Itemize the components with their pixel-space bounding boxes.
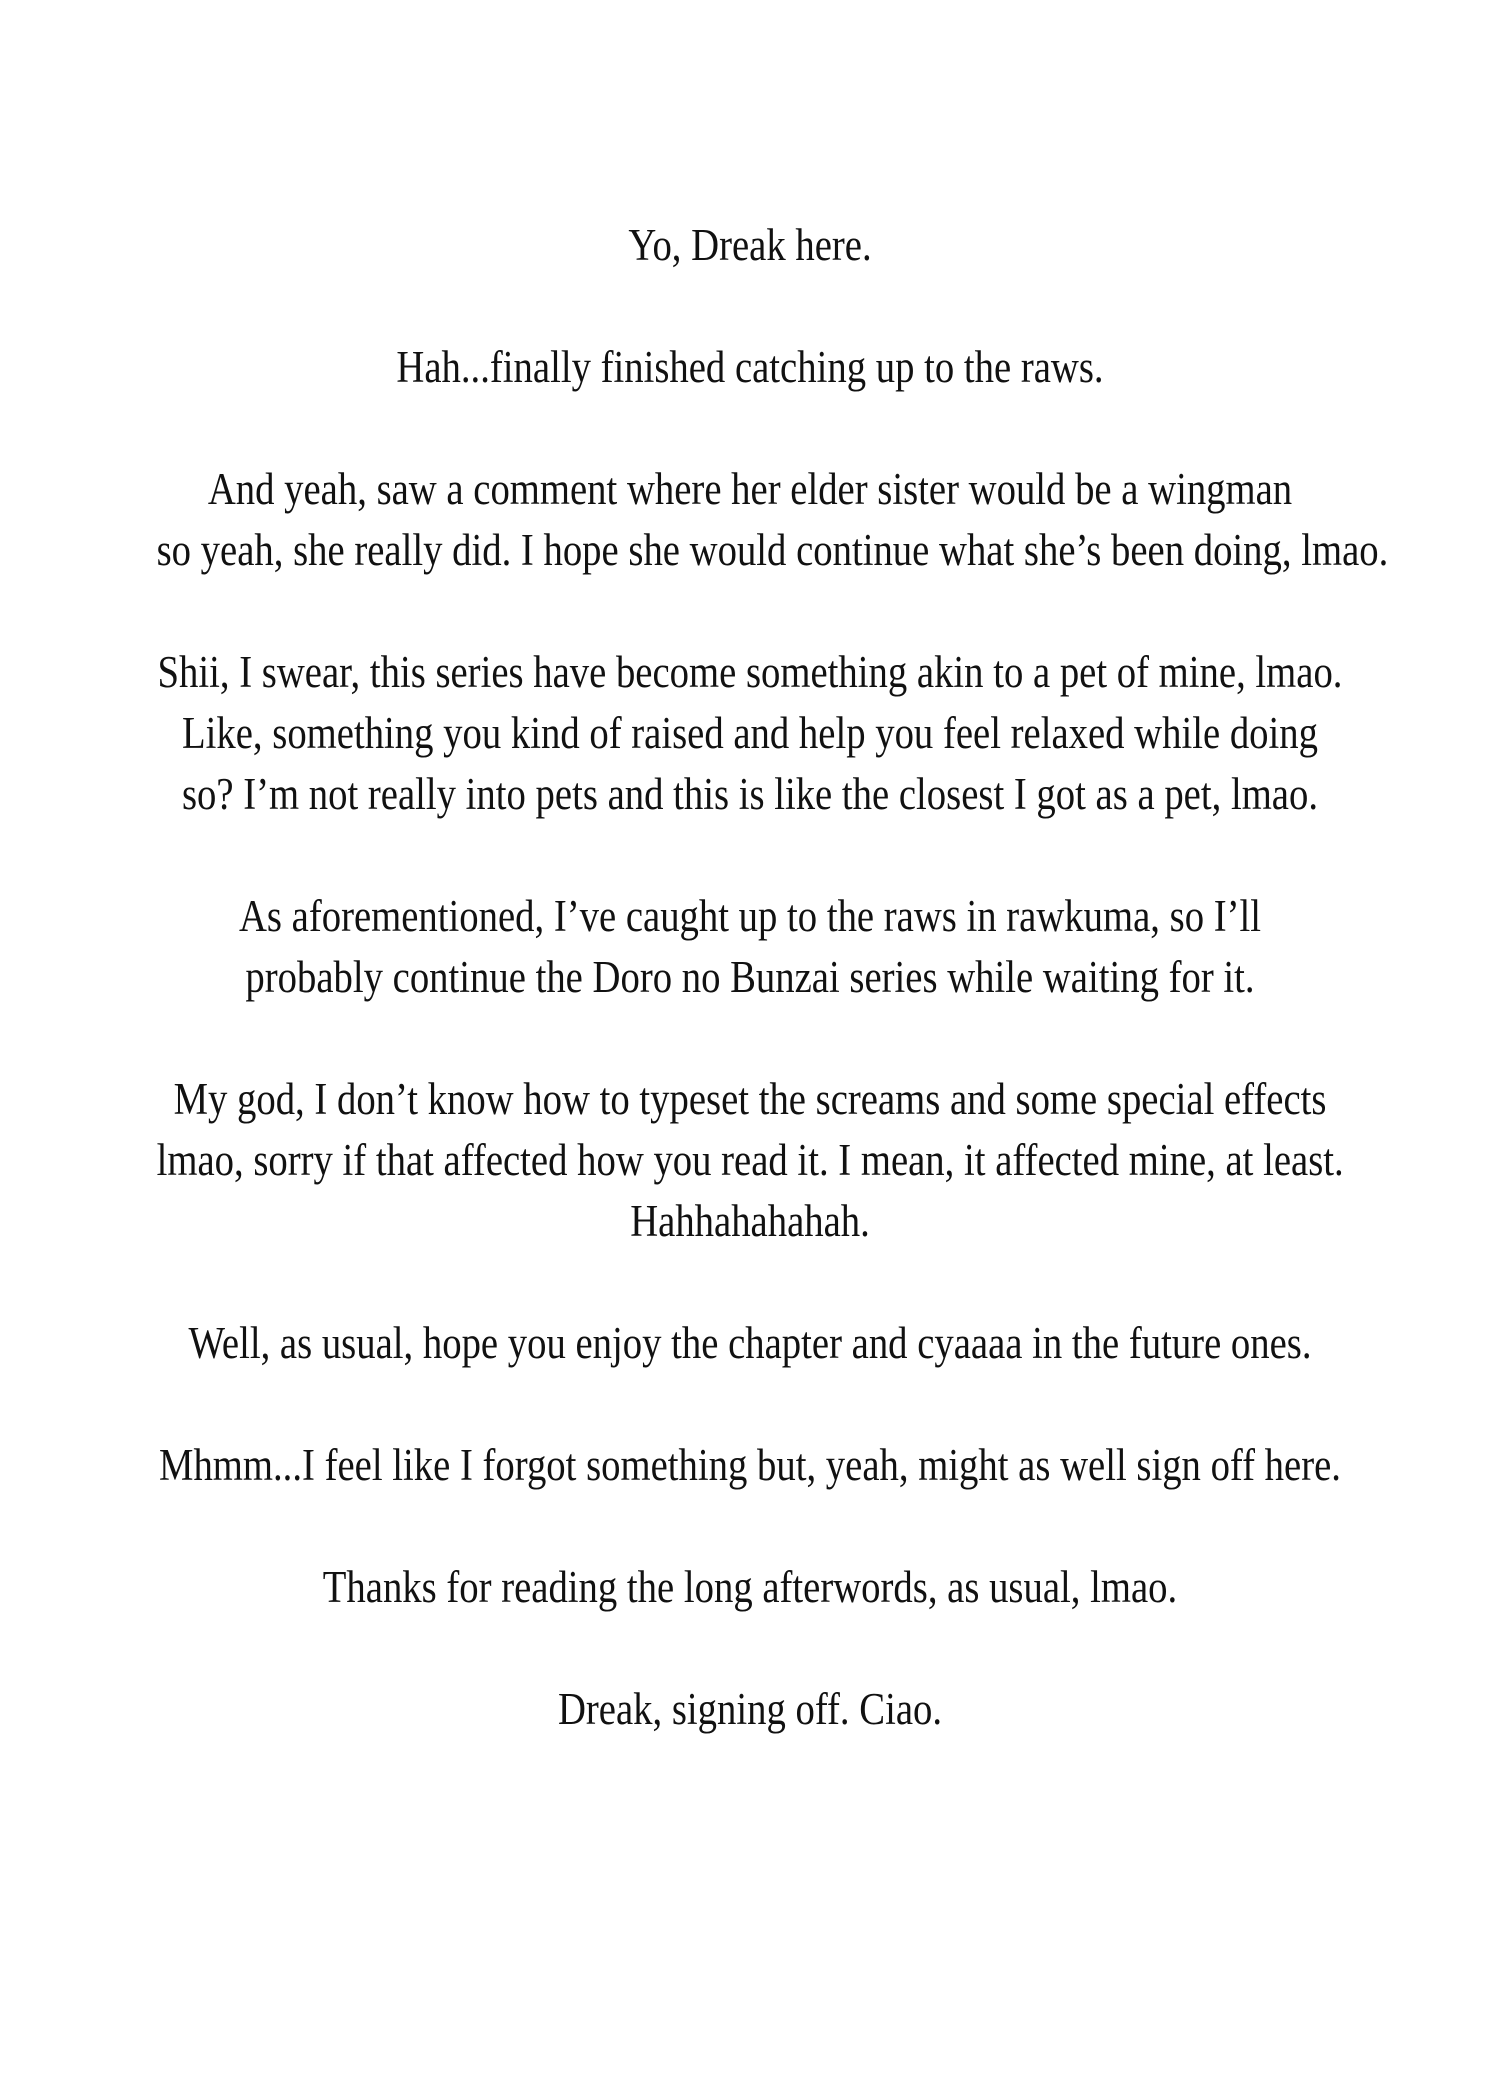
- paragraph-sign-off: [157, 1679, 1344, 1740]
- paragraph-thanks: [157, 1557, 1344, 1618]
- text-line: Hah...finally finished catching up to the raws.: [396, 342, 1104, 392]
- paragraph-pet: [157, 642, 1344, 825]
- paragraph-typeset: [157, 1069, 1344, 1252]
- text-line: Hahhahahahah.: [630, 1196, 870, 1246]
- text-line: probably continue the Doro no Bunzai series while waiting for it.: [245, 952, 1255, 1002]
- paragraph-enjoy: [157, 1313, 1344, 1374]
- text-line: Well, as usual, hope you enjoy the chapter and cyaaaa in the future ones.: [188, 1318, 1312, 1368]
- text-line: My god, I don’t know how to typeset the screams and some special effects: [173, 1074, 1327, 1124]
- text-line: Yo, Dreak here.: [628, 220, 872, 270]
- text-line: Like, something you kind of raised and help you feel relaxed while doing: [181, 708, 1318, 758]
- text-line: so yeah, she really did. I hope she would continue what she’s been doing, lmao.: [156, 525, 1389, 575]
- text-line: so? I’m not really into pets and this is like the closest I got as a pet, lmao.: [181, 769, 1319, 819]
- paragraph-greeting: [157, 215, 1344, 276]
- paragraph-forgot: [157, 1435, 1344, 1496]
- paragraph-elder-sister: [156, 459, 1389, 581]
- afterword-text: [156, 215, 1389, 1801]
- paragraph-caught-up: [157, 337, 1344, 398]
- paragraph-rawkuma: [157, 886, 1344, 1008]
- text-line: And yeah, saw a comment where her elder sister would be a wingman: [207, 464, 1293, 514]
- text-line: Mhmm...I feel like I forgot something but, yeah, might as well sign off here.: [159, 1440, 1341, 1490]
- text-line: Shii, I swear, this series have become something akin to a pet of mine, lmao.: [157, 647, 1343, 697]
- text-line: As aforementioned, I’ve caught up to the raws in rawkuma, so I’ll: [238, 891, 1262, 941]
- text-line: lmao, sorry if that affected how you read it. I mean, it affected mine, at least.: [156, 1135, 1344, 1185]
- text-line: Dreak, signing off. Ciao.: [557, 1684, 943, 1734]
- text-line: Thanks for reading the long afterwords, as usual, lmao.: [322, 1562, 1178, 1612]
